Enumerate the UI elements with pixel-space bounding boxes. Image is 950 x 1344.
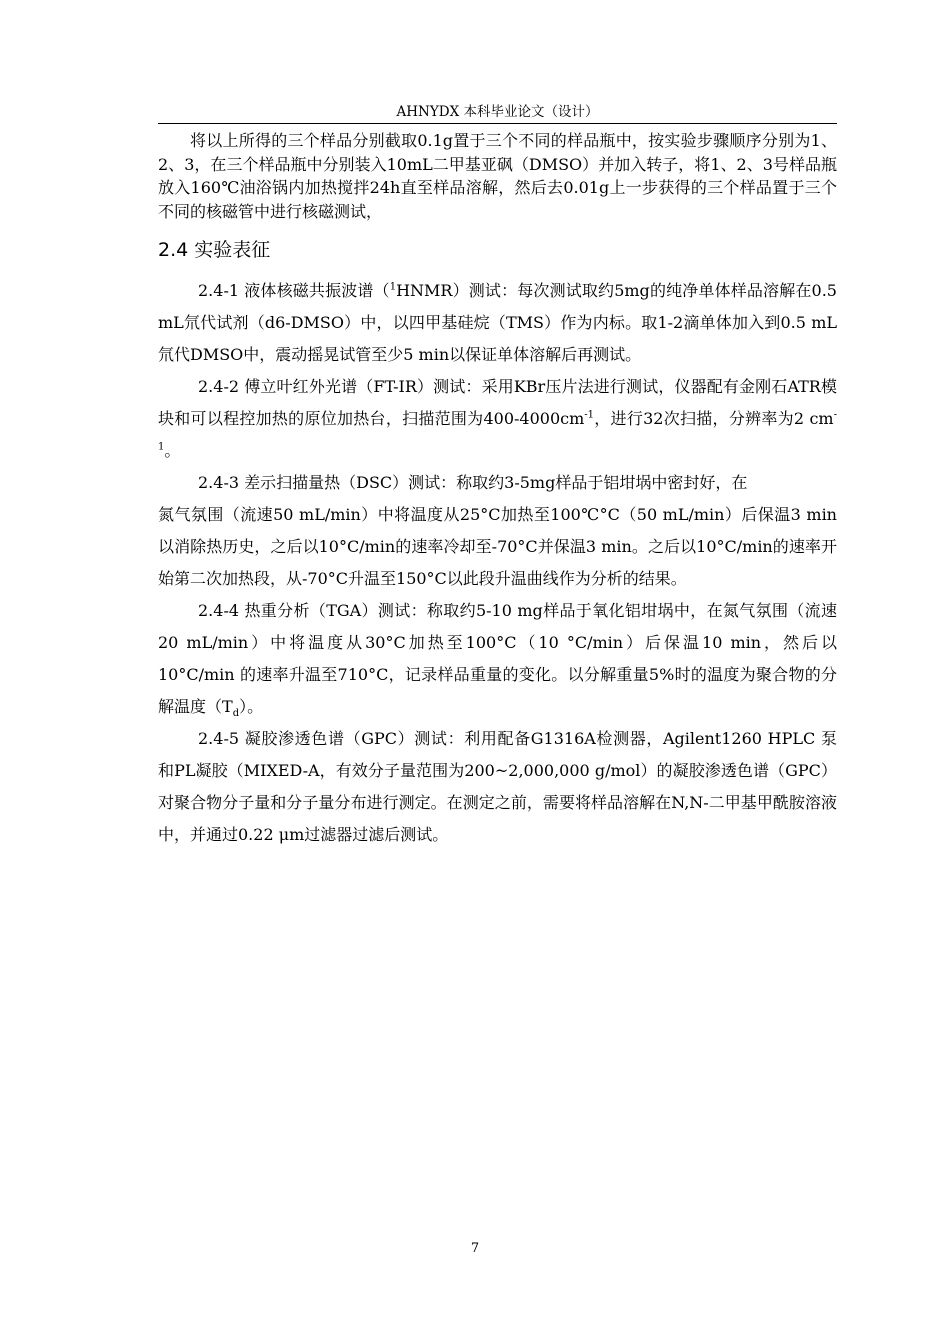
paragraph-2-4-3: [158, 467, 837, 499]
paragraph-2-4-3-continuation: 氮气氛围（流速50 mL/min）中将温度从25°C加热至100℃°C（50 mL/min）后保温3 min以消除热历史，之后以10°C/min的速率冷却至-70°C并保温3 min。之后以10°C/min的速率开始第二次加热段，从-70°C升温至150°C以此段升温曲线作为分析的结果。: [158, 505, 837, 588]
intro-paragraph: 将以上所得的三个样品分别截取0.1g置于三个不同的样品瓶中，按实验步骤顺序分别为1、2、3，在三个样品瓶中分别装入10mL二甲基亚砜（DMSO）并加入转子，将1、2、3号样品瓶放入160℃油浴锅内加热搅拌24h直至样品溶解，然后去0.01g上一步获得的三个样品置于三个不同的核磁管中进行核磁测试，: [158, 131, 837, 221]
paragraph-2-4-1-text-a: 2.4-1 液体核磁共振波谱（: [198, 281, 390, 300]
paragraph-2-4-2: [158, 371, 837, 467]
superscript-minus-1-a: -1: [584, 409, 595, 421]
paragraph-2-4-4-text-b: ）。: [239, 697, 264, 716]
paragraph-2-4-1: [158, 275, 837, 371]
header-divider: [158, 123, 837, 124]
paragraph-2-4-2-text-b: ，进行32次扫描，分辨率为2 cm: [594, 409, 834, 428]
paragraph-2-4-4-text-a: 2.4-4 热重分析（TGA）测试：称取约5-10 mg样品于氧化铝坩埚中，在氮气氛围（流速20 mL/min）中将温度从30°C加热至100°C（10 °C/min）后保温10 min，然后以10°C/min 的速率升温至710°C，记录样品重量的变化。以分解重量5%时的温度为聚合物的分解温度（T: [158, 601, 837, 716]
superscript-minus-1-b: -1: [158, 409, 837, 453]
paragraph-2-4-2-text-a: 2.4-2 傅立叶红外光谱（FT-IR）测试：采用KBr压片法进行测试，仪器配有金刚石ATR模块和可以程控加热的原位加热台，扫描范围为400-4000cm: [158, 377, 837, 428]
paragraph-2-4-1-text-b: HNMR）测试：每次测试取约5mg的纯净单体样品溶解在0.5 mL氘代试剂（d6-DMSO）中，以四甲基硅烷（TMS）作为内标。取1-2滴单体加入到0.5 mL氘代DMSO中，震动摇晃试管至少5 min以保证单体溶解后再测试。: [158, 281, 837, 364]
page-body: [158, 129, 837, 851]
paragraph-2-4-5: 2.4-5 凝胶渗透色谱（GPC）测试：利用配备G1316A检测器，Agilent1260 HPLC 泵和PL凝胶（MIXED-A，有效分子量范围为200~2,000,000 g/mol）的凝胶渗透色谱（GPC）对聚合物分子量和分子量分布进行测定。在测定之前，需要将样品溶解在N,N-二甲基甲酰胺溶液中，并通过0.22 μm过滤器过滤后测试。: [158, 729, 837, 844]
paragraph-2-4-4: [158, 595, 837, 723]
section-heading: 2.4 实验表征: [158, 239, 271, 261]
paragraph-2-4-2-text-c: 。: [164, 441, 181, 460]
paragraph-2-4-3-first-line: 2.4-3 差示扫描量热（DSC）测试：称取约3-5mg样品于铝坩埚中密封好，在: [198, 473, 748, 492]
page-number: 7: [470, 1241, 480, 1256]
superscript-1: 1: [389, 281, 397, 293]
subscript-d: d: [232, 708, 240, 720]
running-header: AHNYDX 本科毕业论文（设计）: [396, 104, 599, 120]
